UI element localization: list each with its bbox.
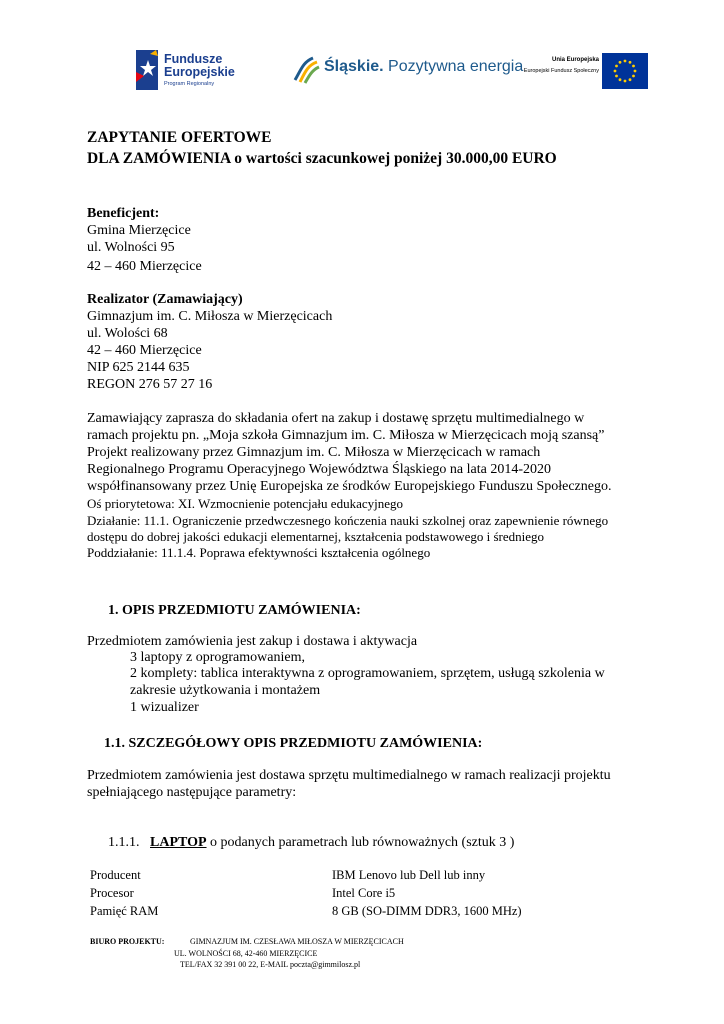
realizator-nip: NIP 625 2144 635 [87,360,190,375]
title-line2: DLA ZAMÓWIENIA o wartości szacunkowej poniżej 30.000,00 EURO [87,150,557,167]
section111-rest: o podanych parametrach lub równoważnych (sztuk 3 ) [206,835,515,850]
intro-line: Zamawiający zaprasza do składania ofert na zakup i dostawę sprzętu multimedialnego w [87,411,585,426]
section1-heading: 1. OPIS PRZEDMIOTU ZAMÓWIENIA: [108,603,361,618]
eu-flag-icon [602,53,648,89]
fe-line2: Europejskie [164,65,235,79]
spec-value: 8 GB (SO-DIMM DDR3, 1600 MHz) [332,904,522,918]
section111-heading [108,834,514,851]
fe-sub: Program Regionalny [164,81,215,87]
footer-line3: TEL/FAX 32 391 00 22, E-MAIL poczta@gimmilosz.pl [180,960,361,969]
section111-number: 1.1.1. [108,835,140,850]
section1-item: 3 laptopy z oprogramowaniem, [130,650,305,665]
realizator-street: ul. Wolości 68 [87,326,168,341]
sl-rest: Pozytywna energia [383,58,524,75]
section11-line2: spełniającego następujące parametry: [87,785,297,800]
beneficjent-city: 42 – 460 Mierzęcice [87,259,202,274]
ue-line1: Unia Europejska [551,57,599,63]
intro-line: Projekt realizowany przez Gimnazjum im. C. Miłosza w Mierzęcicach w ramach [87,445,541,460]
footer-line1: GIMNAZJUM IM. CZESŁAWA MIŁOSZA W MIERZĘCICACH [190,937,404,946]
section11-heading: 1.1. SZCZEGÓŁOWY OPIS PRZEDMIOTU ZAMÓWIENIA: [104,736,483,751]
detail-line: Działanie: 11.1. Ograniczenie przedwczesnego kończenia nauki szkolnej oraz zapewnienie równego [87,513,609,528]
spec-label: Pamięć RAM [90,904,159,918]
beneficjent-name: Gmina Mierzęcice [87,223,191,238]
beneficjent-label: Beneficjent: [87,206,160,221]
section1-item: 2 komplety: tablica interaktywna z oprogramowaniem, sprzętem, usługą szkolenia w [130,666,605,681]
intro-line: Regionalnego Programu Operacyjnego Województwa Śląskiego na lata 2014-2020 [87,462,551,477]
intro-line: ramach projektu pn. „Moja szkoła Gimnazjum im. C. Miłosza w Mierzęcicach moją szansą” [87,428,605,443]
spec-label: Procesor [90,886,134,900]
slaskie-logo [291,56,524,86]
sl-bold: Śląskie. [324,58,384,75]
section11-line1: Przedmiotem zamówienia jest dostawa sprzętu multimedialnego w ramach realizacji projektu [87,768,611,783]
section1-intro: Przedmiotem zamówienia jest zakup i dostawa i aktywacja [87,634,418,649]
detail-line: dostępu do dobrej jakości edukacji elementarnej, kształcenia podstawowego i średniego [87,529,545,544]
section111-item: LAPTOP [150,835,207,850]
detail-line: Poddziałanie: 11.1.4. Poprawa efektywności kształcenia ogólnego [87,545,431,560]
fundusze-europejskie-logo [134,48,234,94]
realizator-regon: REGON 276 57 27 16 [87,377,213,392]
spec-label: Producent [90,868,141,882]
unia-europejska-logo [515,53,651,91]
slaskie-wave-icon [291,56,321,84]
footer-line2: UL. WOLNOŚCI 68, 42-460 MIERZĘCICE [174,949,318,958]
section1-item: zakresie użytkowania i montażem [130,683,321,698]
fe-star-icon [134,48,162,92]
beneficjent-street: ul. Wolności 95 [87,240,175,255]
footer-label: BIURO PROJEKTU: [90,937,165,946]
detail-line: Oś priorytetowa: XI. Wzmocnienie potencjału edukacyjnego [87,496,403,511]
spec-value: IBM Lenovo lub Dell lub inny [332,868,486,882]
realizator-city: 42 – 460 Mierzęcice [87,343,202,358]
spec-value: Intel Core i5 [332,886,396,900]
title-line1: ZAPYTANIE OFERTOWE [87,129,272,146]
realizator-name: Gimnazjum im. C. Miłosza w Mierzęcicach [87,309,333,324]
ue-line2: Europejski Fundusz Społeczny [523,68,599,74]
intro-line: współfinansowany przez Unię Europejska ze środków Europejskiego Funduszu Społecznego. [87,479,612,494]
realizator-label: Realizator (Zamawiający) [87,292,243,307]
fe-line1: Fundusze [164,52,223,66]
section1-item: 1 wizualizer [130,700,199,715]
